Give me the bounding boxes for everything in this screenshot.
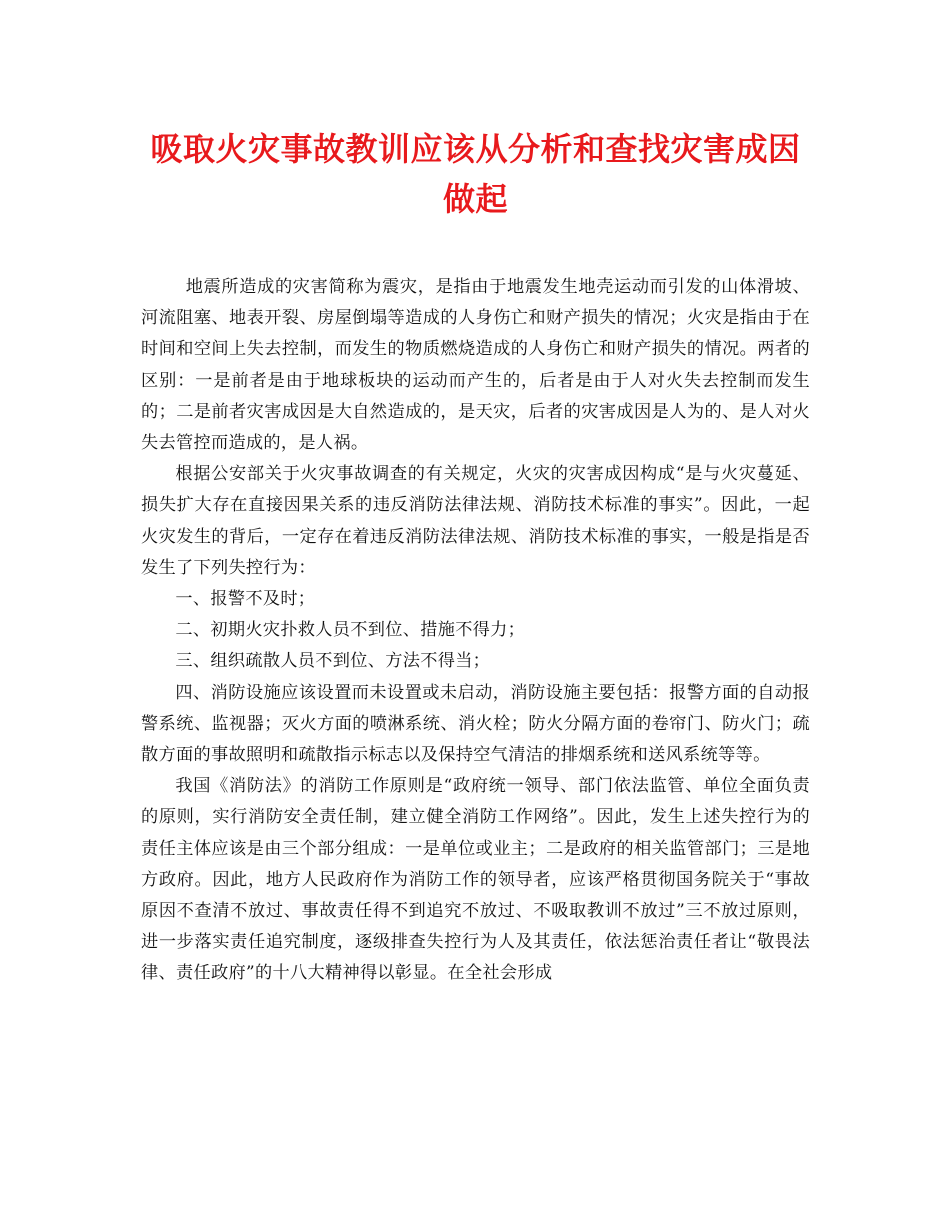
paragraph: 根据公安部关于火灾事故调查的有关规定，火灾的灾害成因构成“是与火灾蔓延、损失扩大存在直接因果关系的违反消防法律法规、消防技术标准的事实”。因此，一起火灾发生的背后，一定存在着违反消防法律法规、消防技术标准的事实，一般是指是否发生了下列失控行为： bbox=[141, 464, 810, 578]
list-item: 三、组织疏散人员不到位、方法不得当； bbox=[175, 651, 491, 672]
paragraph: 我国《消防法》的消防工作原则是“政府统一领导、部门依法监管、单位全面负责的原则，实行消防安全责任制，建立健全消防工作网络”。因此，发生上述失控行为的责任主体应该是由三个部分组成：一是单位或业主；二是政府的相关监管部门；三是地方政府。因此，地方人民政府作为消防工作的领导者，应该严格贯彻国务院关于“事故原因不查清不放过、事故责任得不到追究不放过、不吸取教训不放过”三不放过原则，进一步落实责任追究制度，逐级排查失控行为人及其责任，依法惩治责任者让“敬畏法律、责任政府”的十八大精神得以彰显。在全社会形成 bbox=[141, 776, 810, 984]
document-body bbox=[141, 272, 810, 990]
document-title: 吸取火灾事故教训应该从分析和查找灾害成因做起 bbox=[150, 130, 801, 218]
list-item: 四、消防设施应该设置而未设置或未启动，消防设施主要包括：报警方面的自动报警系统、监视器；灭火方面的喷淋系统、消火栓；防火分隔方面的卷帘门、防火门；疏散方面的事故照明和疏散指示标志以及保持空气清洁的排烟系统和送风系统等等。 bbox=[141, 682, 810, 766]
paragraph: 地震所造成的灾害简称为震灾，是指由于地震发生地壳运动而引发的山体滑坡、河流阻塞、地表开裂、房屋倒塌等造成的人身伤亡和财产损失的情况；火灾是指由于在时间和空间上失去控制，而发生的物质燃烧造成的人身伤亡和财产损失的情况。两者的区别：一是前者是由于地球板块的运动而产生的，后者是由于人对火失去控制而发生的；二是前者灾害成因是大自然造成的，是天灾，后者的灾害成因是人为的、是人对火失去管控而造成的，是人祸。 bbox=[141, 277, 810, 454]
list-item: 一、报警不及时； bbox=[175, 589, 316, 610]
list-item: 二、初期火灾扑救人员不到位、措施不得力； bbox=[175, 620, 526, 641]
